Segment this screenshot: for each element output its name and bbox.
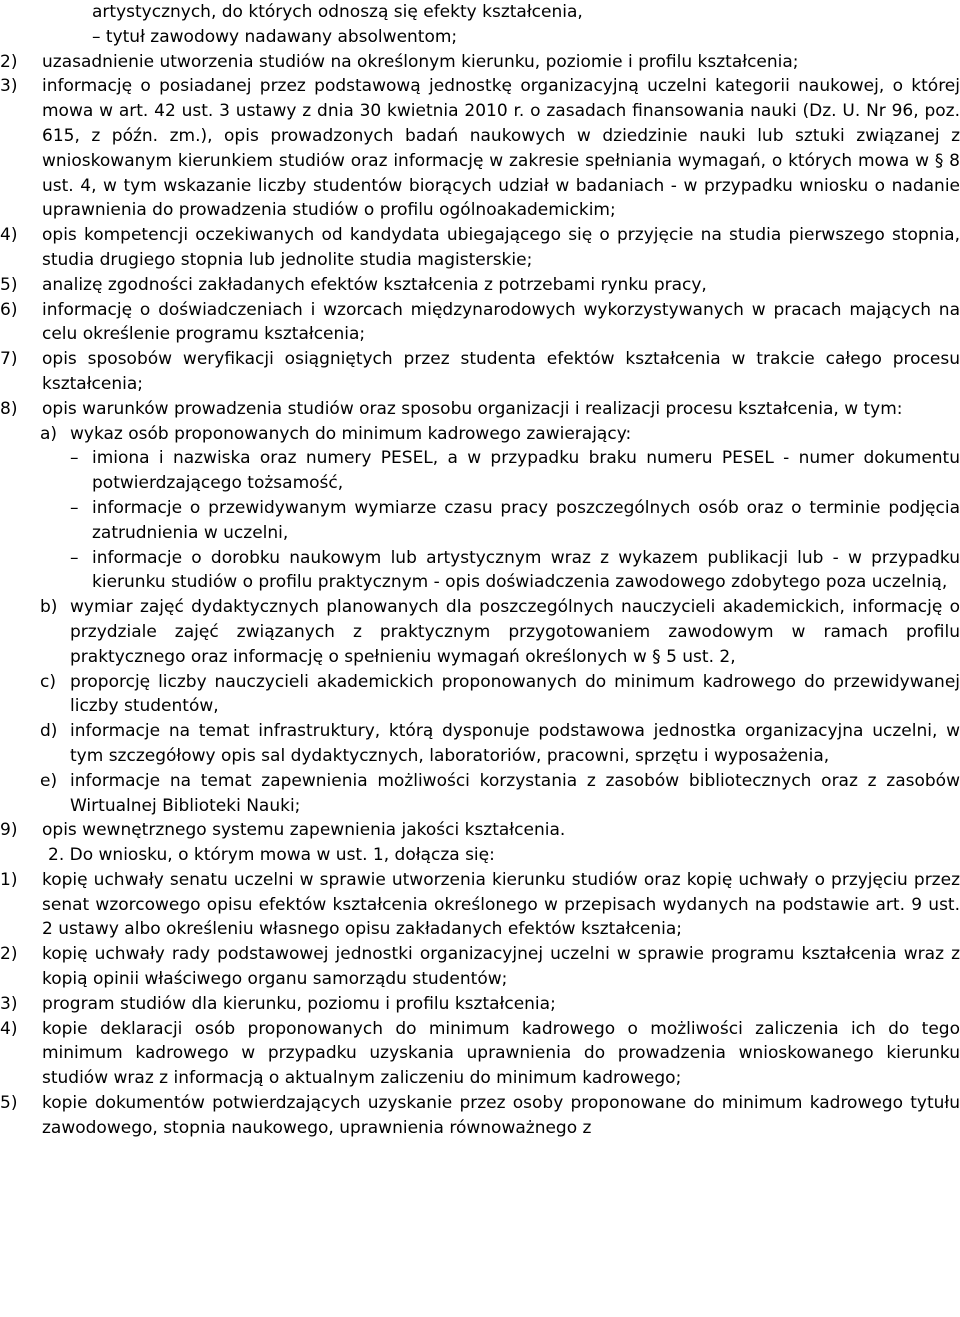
sub-item-text: proporcję liczby nauczycieli akademickich proponowanych do minimum kadrowego do przewidywanej liczby studentów,	[70, 671, 960, 717]
list-item-text: uzasadnienie utworzenia studiów na określonym kierunku, poziomie i profilu kształcenia;	[42, 51, 799, 72]
list-item	[0, 347, 960, 397]
dash-mark: –	[70, 448, 79, 469]
sub-item-text: wykaz osób proponowanych do minimum kadrowego zawierający:	[70, 423, 632, 444]
list-item-text: kopię uchwały senatu uczelni w sprawie utworzenia kierunku studiów oraz kopię uchwały o przyjęciu przez senat wzorcowego opisu efektów kształcenia określonego w przepisach wydanych na podstawie art. 9 ust. 2 ustawy albo określeniu własnego opisu zakładanych efektów kształcenia;	[42, 869, 960, 940]
list-item-text: opis warunków prowadzenia studiów oraz sposobu organizacji i realizacji procesu kształcenia, w tym:	[42, 398, 903, 419]
list-item	[0, 942, 960, 992]
sub-item-label: e)	[40, 770, 58, 791]
list-item	[0, 298, 960, 348]
list-number: 5)	[0, 1093, 18, 1114]
sub-item-label: a)	[40, 423, 58, 444]
sub-item-label: b)	[40, 597, 58, 618]
list-number: 7)	[0, 349, 18, 370]
top-line-2: – tytuł zawodowy nadawany absolwentom;	[92, 26, 458, 47]
list-item-text: informację o posiadanej przez podstawową jednostkę organizacyjną uczelni kategorii naukowej, o której mowa w art. 42 ust. 3 ustawy z dnia 30 kwietnia 2010 r. o zasadach finansowania nauki (Dz. U. Nr 96, poz. 615, z późn. zm.), opis prowadzonych badań naukowych w dziedzinie nauki lub sztuki związanej z wnioskowanym kierunkiem studiów oraz informację w zakresie spełniania wymagań, o których mowa w § 8 ust. 4, w tym wskazanie liczby studentów biorących udział w badaniach - w przypadku wniosku o nadanie uprawnienia do prowadzenia studiów o profilu ogólnoakademickim;	[42, 76, 960, 221]
sub-item-label: c)	[40, 671, 56, 692]
list-item	[0, 818, 960, 843]
list-item	[0, 273, 960, 298]
list-item-text: opis sposobów weryfikacji osiągniętych przez studenta efektów kształcenia w trakcie całego procesu kształcenia;	[42, 349, 960, 394]
sub-item-label: d)	[40, 721, 58, 742]
list-item-text: opis wewnętrznego systemu zapewnienia jakości kształcenia.	[42, 820, 566, 841]
list-item	[0, 74, 960, 223]
list-number: 6)	[0, 299, 18, 320]
list-number: 1)	[0, 869, 18, 890]
sub-item-text: informacje na temat zapewnienia możliwości korzystania z zasobów bibliotecznych oraz z zasobów Wirtualnej Biblioteki Nauki;	[70, 770, 960, 816]
dash-item	[70, 546, 960, 596]
list-number: 4)	[0, 225, 18, 246]
dash-item-text: informacje o przewidywanym wymiarze czasu pracy poszczególnych osób oraz o terminie podjęcia zatrudnienia w uczelni,	[92, 497, 960, 543]
paragraph-heading: 2. Do wniosku, o którym mowa w ust. 1, dołącza się:	[48, 845, 495, 866]
list-item	[0, 50, 960, 75]
sub-item-c	[40, 670, 960, 720]
list-item-text: opis kompetencji oczekiwanych od kandydata ubiegającego się o przyjęcie na studia pierwszego stopnia, studia drugiego stopnia lub jednolite studia magisterskie;	[42, 225, 960, 270]
list-item	[0, 1017, 960, 1091]
dash-mark: –	[70, 547, 79, 568]
sub-item-a	[40, 422, 960, 447]
list-number: 4)	[0, 1018, 18, 1039]
list-item-text: kopie dokumentów potwierdzających uzyskanie przez osoby proponowane do minimum kadrowego tytułu zawodowego, stopnia naukowego, uprawnienia równoważnego z	[42, 1093, 960, 1138]
list-item	[0, 397, 960, 422]
list-number: 5)	[0, 274, 18, 295]
list-number: 2)	[0, 944, 18, 965]
list-item	[0, 1091, 960, 1141]
sub-item-e	[40, 769, 960, 819]
list-item	[0, 868, 960, 942]
list-item-text: kopię uchwały rady podstawowej jednostki organizacyjnej uczelni w sprawie programu kształcenia wraz z kopią opinii właściwego organu samorządu studentów;	[42, 944, 960, 990]
dash-item	[70, 496, 960, 546]
list-number: 9)	[0, 820, 18, 841]
dash-item-text: informacje o dorobku naukowym lub artystycznym wraz z wykazem publikacji lub - w przypadku kierunku studiów o profilu praktycznym - opis doświadczenia zawodowego zdobytego poza uczelnią,	[92, 547, 960, 593]
list-item-text: kopie deklaracji osób proponowanych do minimum kadrowego o możliwości zaliczenia ich do tego minimum kadrowego w przypadku uzyskania uprawnienia do prowadzenia wnioskowanego kierunku studiów wraz z informacją o aktualnym zaliczeniu do minimum kadrowego;	[42, 1018, 960, 1089]
list-item-text: informację o doświadczeniach i wzorcach międzynarodowych wykorzystywanych w pracach mających na celu określenie programu kształcenia;	[42, 299, 960, 345]
top-line-1: artystycznych, do których odnoszą się efekty kształcenia,	[92, 2, 583, 22]
sub-item-d	[40, 719, 960, 769]
list-item-text: analizę zgodności zakładanych efektów kształcenia z potrzebami rynku pracy,	[42, 274, 707, 295]
list-number: 8)	[0, 398, 18, 419]
sub-item-text: informacje na temat infrastruktury, którą dysponuje podstawowa jednostka organizacyjna uczelni, w tym szczegółowy opis sal dydaktycznych, laboratoriów, pracowni, sprzętu i wyposażenia,	[70, 721, 960, 766]
sub-item-b	[40, 595, 960, 669]
list-item	[0, 223, 960, 273]
list-number: 3)	[0, 993, 18, 1014]
dash-mark: –	[70, 497, 79, 518]
dash-item	[70, 446, 960, 496]
sub-item-text: wymiar zajęć dydaktycznych planowanych dla poszczególnych nauczycieli akademickich, informację o przydziale zajęć związanych z praktycznym przygotowaniem zawodowym w ramach profilu praktycznego oraz informację o spełnieniu wymagań określonych w § 5 ust. 2,	[70, 597, 960, 667]
list-item	[0, 992, 960, 1017]
list-number: 3)	[0, 76, 18, 97]
list-item-text: program studiów dla kierunku, poziomu i profilu kształcenia;	[42, 993, 556, 1014]
dash-item-text: imiona i nazwiska oraz numery PESEL, a w przypadku braku numeru PESEL - numer dokumentu potwierdzającego tożsamość,	[92, 448, 960, 494]
list-number: 2)	[0, 51, 18, 72]
